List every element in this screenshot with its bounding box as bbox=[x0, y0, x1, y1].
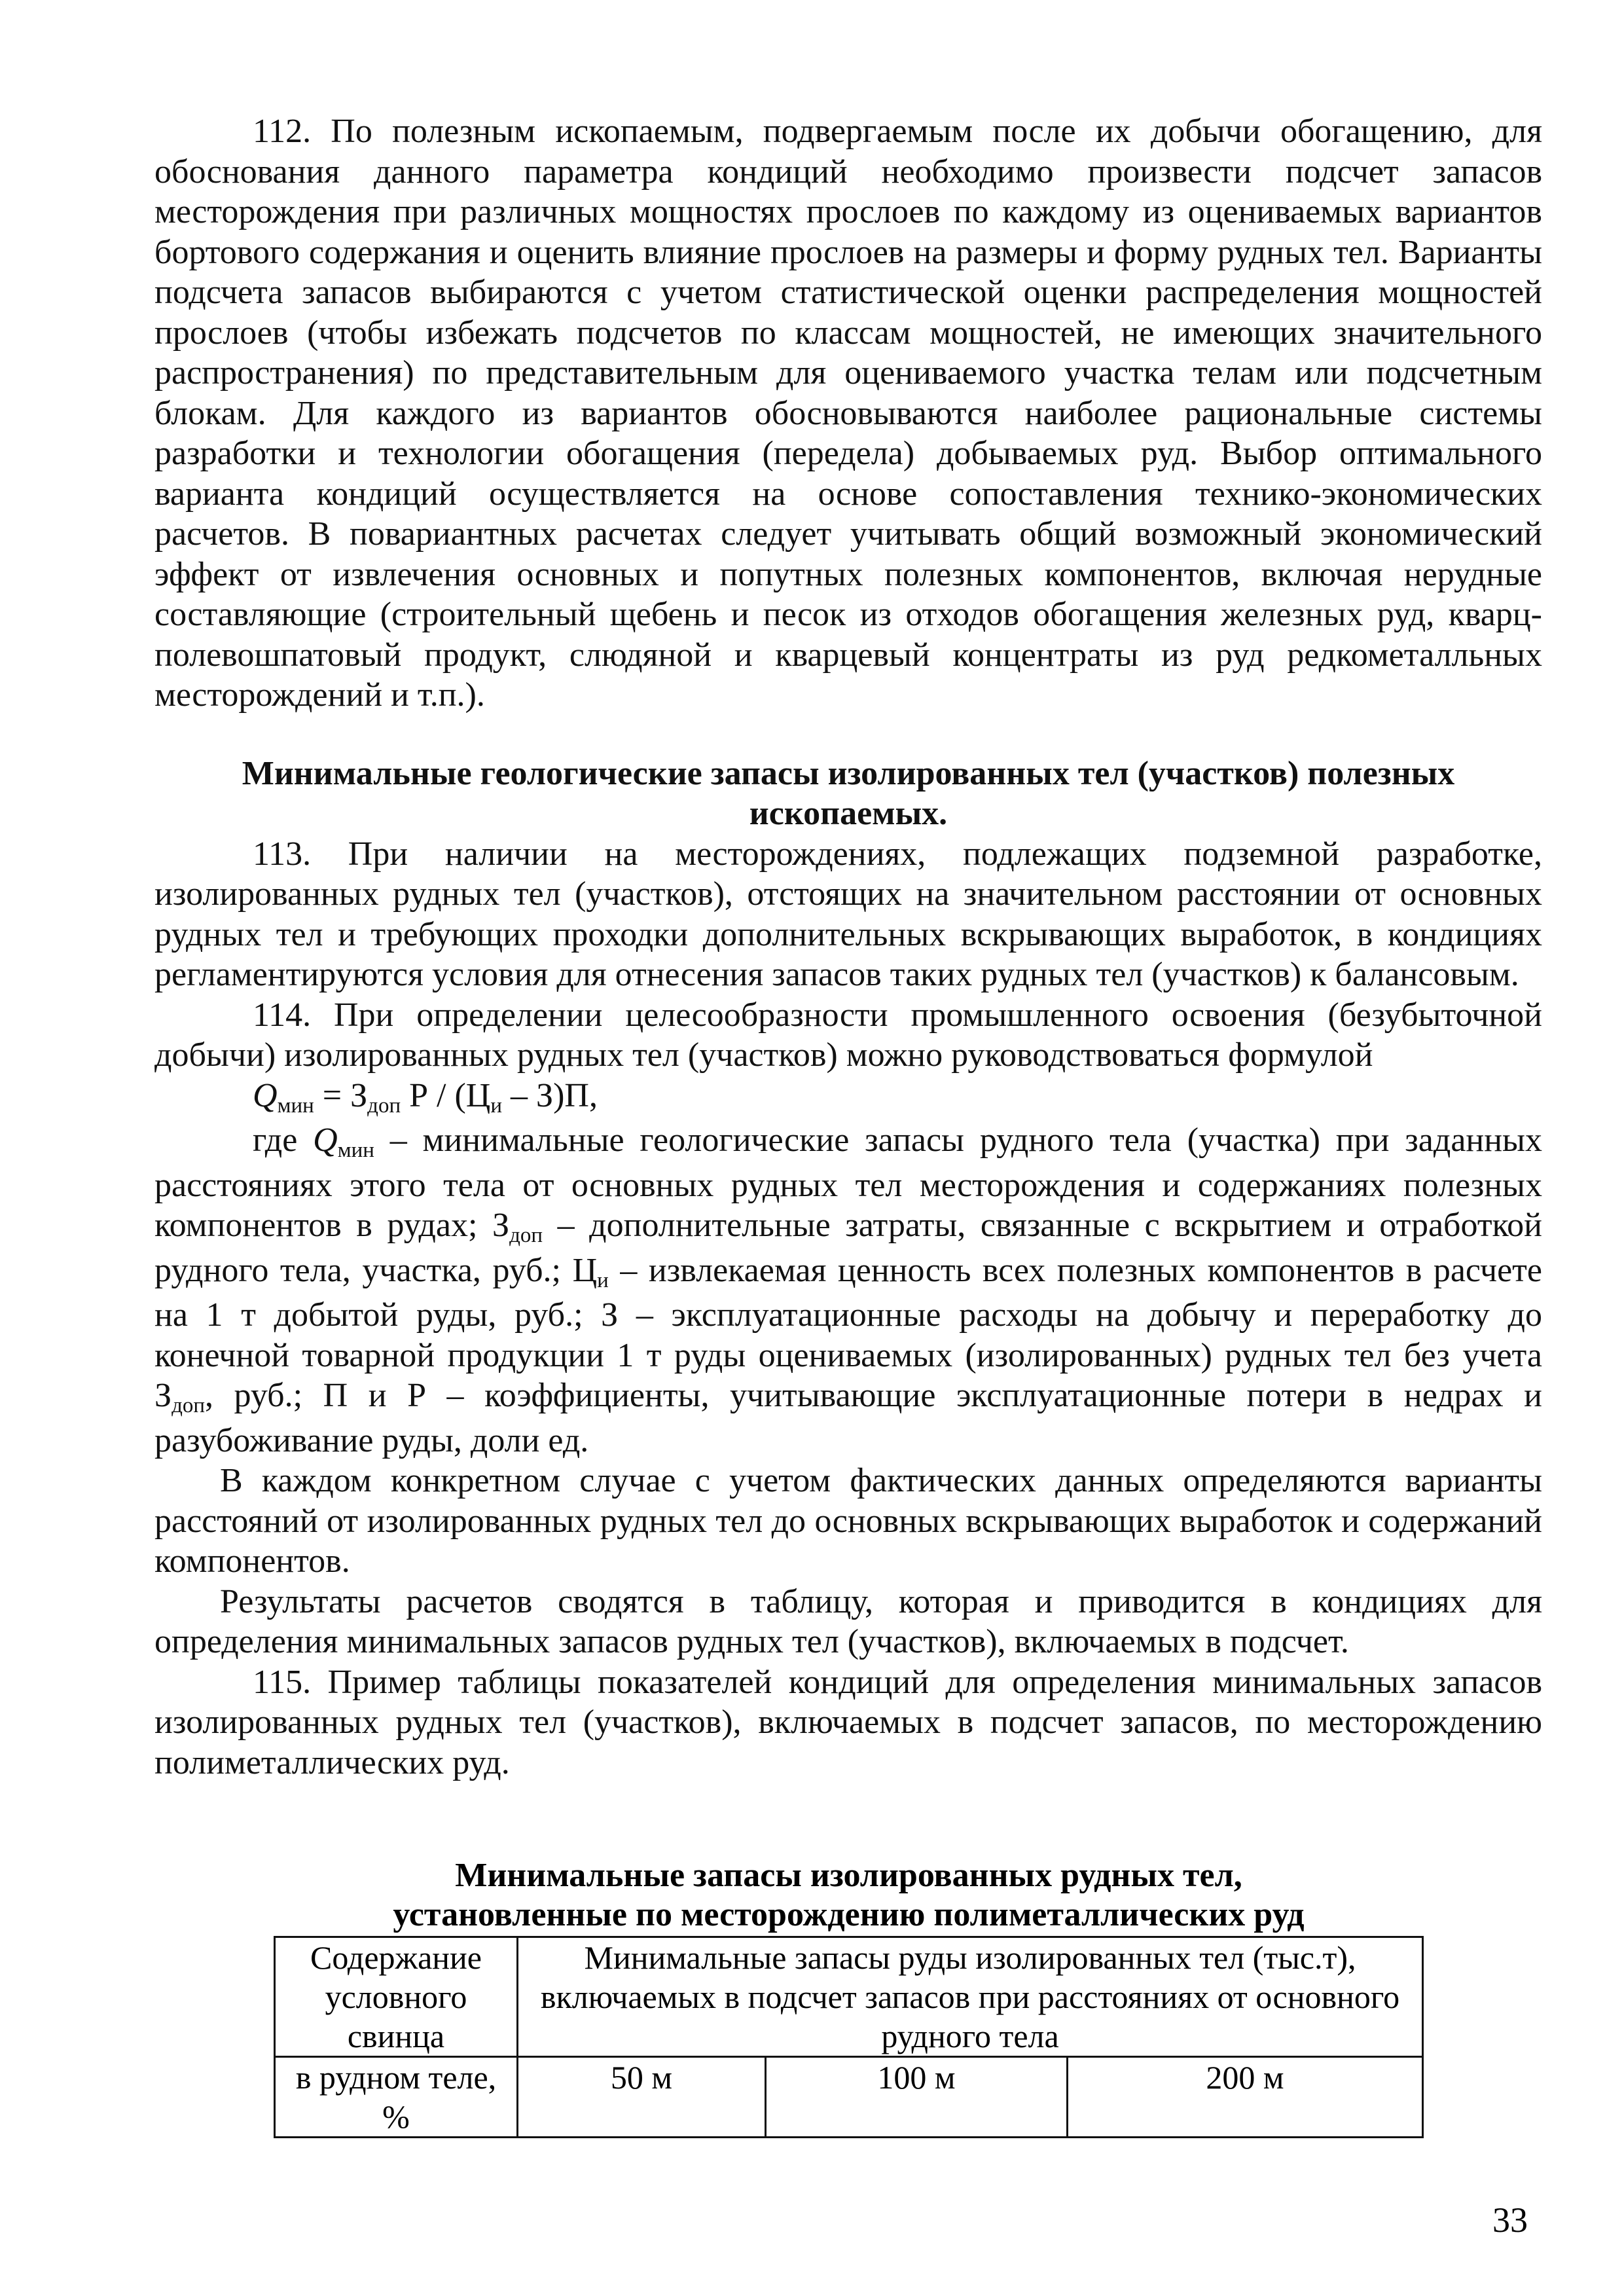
paragraph-115: 115. Пример таблицы показателей кондиций для определения минимальных запасов изолированных рудных тел (участков), включаемых в подсчет запасов, по месторождению полиметаллических руд. bbox=[154, 1663, 1542, 1781]
section-heading: Минимальные геологические запасы изолированных тел (участков) полезных ископаемых. bbox=[242, 754, 1455, 832]
paragraph-results: Результаты расчетов сводятся в таблицу, которая и приводится в кондициях для определения минимальных запасов рудных тел (участков), включаемых в подсчет. bbox=[154, 1582, 1542, 1660]
page-number: 33 bbox=[1492, 2200, 1528, 2240]
page-body bbox=[154, 111, 1542, 1783]
paragraph-113: 113. При наличии на месторождениях, подлежащих подземной разработке, изолированных рудных тел (участков), отстоящих на значительном расстоянии от основных рудных тел и требующих проходки дополнительных вскрывающих выработок, в кондициях регламентируются условия для отнесения запасов таких рудных тел (участков) к балансовым. bbox=[154, 835, 1542, 993]
table-title: Минимальные запасы изолированных рудных тел, установленные по месторождению полиметаллических руд bbox=[393, 1857, 1305, 1933]
paragraph-cases: В каждом конкретном случае с учетом фактических данных определяются варианты расстояний от изолированных рудных тел до основных вскрывающих выработок и содержаний компонентов. bbox=[154, 1462, 1542, 1580]
col-header-reserves: Минимальные запасы руды изолированных тел (тыс.т), включаемых в подсчет запасов при расстояниях от основного рудного тела bbox=[518, 1937, 1423, 2057]
col-header-content-sub: в рудном теле, % bbox=[275, 2057, 518, 2138]
distance-200: 200 м bbox=[1068, 2057, 1423, 2138]
col-header-content: Содержание условного свинца bbox=[275, 1937, 518, 2057]
formula: $Q_{мин} = З_{доп}$ Р / $(Ц_и - З)П$, bbox=[253, 1076, 598, 1118]
paragraph-112: 112. По полезным ископаемым, подвергаемым после их добычи обогащению, для обоснования данного параметра кондиций необходимо произвести подсчет запасов месторождения при различных мощностях прослоев по каждому из оцениваемых вариантов бортового содержания и оценить влияние прослоев на размеры и форму рудных тел. Варианты подсчета запасов выбираются с учетом статистической оценки распределения мощностей прослоев (чтобы избежать подсчетов по классам мощностей, не имеющих значительного распространения) по представительным для оцениваемого участка телам или подсчетным блокам. Для каждого из вариантов обосновываются наиболее рациональные системы разработки и технологии обогащения (передела) добываемых руд. Выбор оптимального варианта кондиций осуществляется на основе сопоставления технико-экономических расчетов. В повариантных расчетах следует учитывать общий возможный экономический эффект от извлечения основных и попутных полезных компонентов, включая нерудные составляющие (строительный щебень и песок из отходов обогащения железных руд, кварц-полевошпатовый продукт, слюдяной и кварцевый концентраты из руд редкометалльных месторождений и т.п.). bbox=[154, 113, 1542, 714]
distance-100: 100 м bbox=[766, 2057, 1068, 2138]
paragraph-114: 114. При определении целесообразности промышленного освоения (безубыточной добычи) изолированных рудных тел (участков) можно руководствоваться формулой bbox=[154, 996, 1542, 1074]
formula-explanation: где $Q_{мин}$ – минимальные геологические запасы рудного тела (участка) при заданных расстояниях этого тела от основных рудных тел месторождения и содержаниях полезных компонентов в рудах; $З_{доп}$ – дополнительные затраты, связанные с вскрытием и отработкой рудного тела, участка, руб.; $Ц_и$ – извлекаемая ценность всех полезных компонентов в расчете на 1 т добытой руды, руб.; З – эксплуатационные расходы на добычу и переработку до конечной товарной продукции 1 т руды оцениваемых (изолированных) рудных тел без учета $З_{доп}$, руб.; П и Р – коэффициенты, учитывающие эксплуатационные потери в недрах и разубоживание руды, доли ед. bbox=[154, 1121, 1543, 1459]
distance-50: 50 м bbox=[518, 2057, 766, 2138]
min-reserves-table bbox=[274, 1936, 1424, 2138]
